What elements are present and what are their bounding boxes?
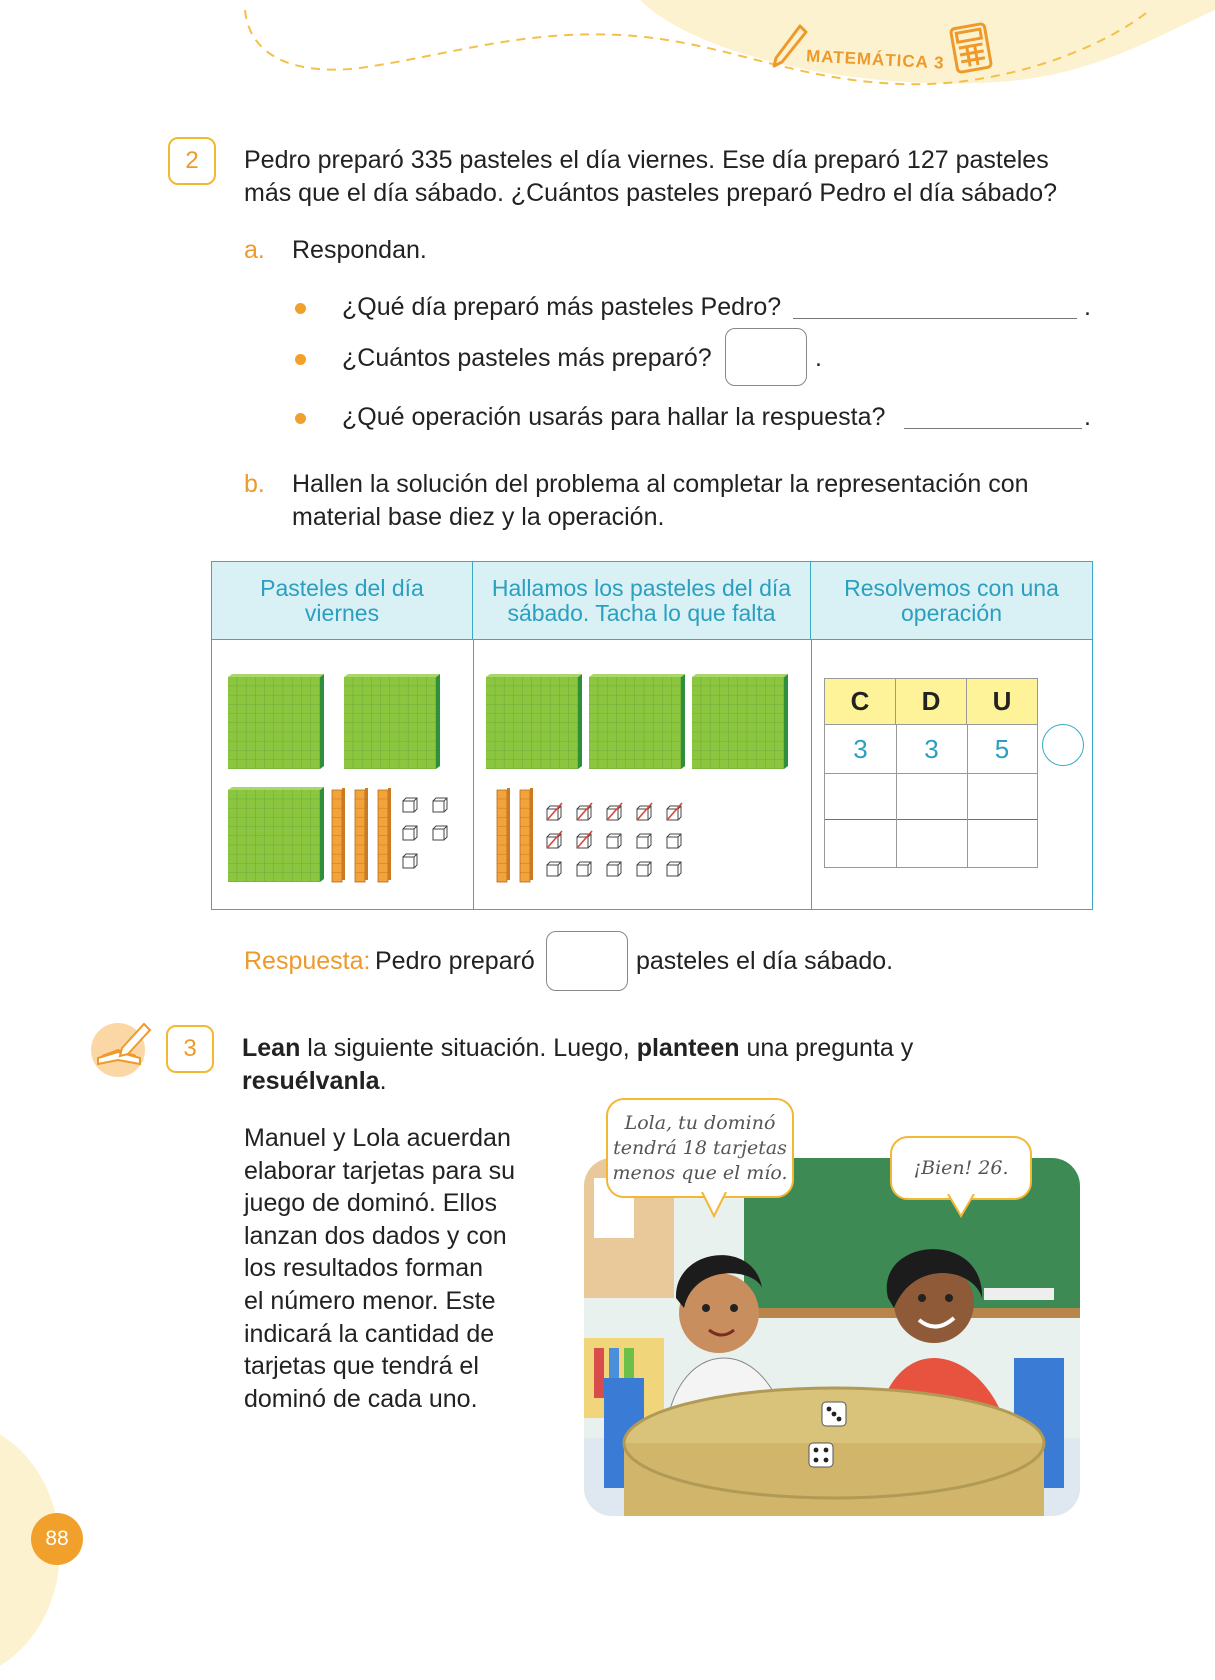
part-b-instruction-rest: la solución del problema al completar la representación con (362, 470, 1029, 498)
instruction-word-lean: Lean (242, 1034, 301, 1062)
cdu-result-line (825, 819, 1037, 820)
story-line-7: indicará la cantidad de (244, 1319, 495, 1348)
cdu-input-result[interactable] (825, 821, 1037, 867)
cdu-header-u: U (967, 679, 1037, 725)
cube-saturday-1[interactable] (607, 834, 621, 848)
part-a-period: . (419, 236, 427, 264)
crossed-cube-4 (637, 803, 652, 820)
rod-friday-3 (378, 788, 391, 882)
story-line-3: juego de dominó. Ellos (244, 1189, 497, 1218)
part-a-instruction-bold: Respondan (292, 236, 420, 264)
cube-friday-1 (403, 798, 417, 812)
cube-friday-4 (433, 826, 447, 840)
crossed-cube-1 (547, 803, 562, 820)
book-pencil-icon (88, 1018, 154, 1078)
speech-manuel-line-3: menos que el mío. (612, 1161, 788, 1184)
speech-bubble-lola: ¡Bien! 26. (890, 1136, 1032, 1200)
cdu-row2-line (825, 773, 1037, 774)
story-line-4: lanzan dos dados y con (244, 1221, 507, 1250)
story-line-2: elaborar tarjetas para su (244, 1156, 515, 1185)
answer-text-before: Pedro preparó (375, 947, 535, 975)
cdu-row1-u: 5 (994, 733, 1010, 764)
crossed-cube-3 (607, 803, 622, 820)
table-header-friday: Pasteles del día viernes (212, 562, 473, 640)
problem-3-instruction-line-1 (242, 1032, 913, 1064)
cube-saturday-3[interactable] (667, 834, 681, 848)
answer-text-after: pasteles el día sábado. (636, 947, 894, 975)
flat-saturday-1 (486, 674, 582, 769)
answer-box-difference-period: . (815, 344, 822, 372)
question-2: ¿Cuántos pasteles más preparó? (342, 344, 712, 372)
table-header-operation: Resolvemos con una operación (811, 562, 1092, 640)
instruction-period: . (379, 1067, 387, 1095)
rod-friday-1 (332, 788, 345, 882)
speech-tail-lola (946, 1194, 976, 1220)
operation-sign-circle[interactable] (1042, 724, 1084, 766)
rod-friday-2 (355, 788, 368, 882)
cdu-grid (824, 678, 1038, 868)
crossed-cube-5 (667, 803, 682, 820)
speech-bubble-manuel (606, 1098, 794, 1198)
story-line-8: tarjetas que tendrá el (244, 1352, 479, 1381)
problem-3-number: 3 (166, 1025, 214, 1073)
answer-line-1-period: . (1084, 293, 1091, 321)
cdu-header-c: C (825, 679, 896, 725)
part-a-letter: a. (244, 236, 265, 264)
classroom-illustration (584, 1158, 1080, 1516)
story-line-6: el número menor. Este (244, 1286, 496, 1315)
flat-friday-1 (228, 674, 324, 769)
crossed-cube-6 (547, 831, 562, 848)
cdu-input-row2[interactable] (825, 775, 1037, 817)
story-line-9: dominó de cada uno. (244, 1384, 478, 1413)
instruction-text-1: la siguiente situación. Luego, (300, 1034, 637, 1062)
flat-friday-2 (344, 674, 440, 769)
cdu-header-d: D (896, 679, 967, 725)
part-b-instruction-bold: Hallen (292, 470, 363, 498)
story-line-1: Manuel y Lola acuerdan (244, 1124, 511, 1152)
cdu-row1-d: 3 (924, 733, 939, 764)
rod-saturday-2 (520, 788, 533, 882)
question-3: ¿Qué operación usarás para hallar la respuesta? (342, 403, 886, 431)
crossed-cube-2 (577, 803, 592, 820)
cube-friday-5 (403, 854, 417, 868)
answer-label: Respuesta: (244, 947, 371, 975)
table-header-saturday: Hallamos los pasteles del día sábado. Tacha lo que falta (473, 562, 811, 640)
answer-line-3-period: . (1084, 403, 1091, 431)
flat-friday-3 (228, 787, 324, 882)
problem-3-instruction-line-2 (242, 1065, 387, 1097)
page-number: 88 (31, 1513, 83, 1565)
crossed-cube-7 (577, 831, 592, 848)
cube-saturday-5[interactable] (577, 862, 591, 876)
cube-friday-2 (433, 798, 447, 812)
part-b-letter: b. (244, 470, 265, 498)
instruction-word-resuelvanla: resuélvanla (242, 1067, 380, 1095)
cube-friday-3 (403, 826, 417, 840)
flat-saturday-3 (692, 674, 788, 769)
cdu-row1-c: 3 (853, 733, 868, 764)
cube-saturday-4[interactable] (547, 862, 561, 876)
cube-saturday-7[interactable] (637, 862, 651, 876)
story-text (244, 1122, 515, 1415)
answer-box-saturday[interactable] (546, 931, 628, 991)
instruction-word-planteen: planteen (636, 1034, 740, 1062)
problem-2-statement-line-1: Pedro preparó 335 pasteles el día viernes. Ese día preparó 127 pasteles (244, 146, 1049, 174)
question-1: ¿Qué día preparó más pasteles Pedro? (342, 293, 782, 321)
speech-manuel-line-2: tendrá 18 tarjetas (613, 1136, 787, 1159)
header-book-title: MATEMÁTICA 3 (805, 46, 945, 73)
part-b-instruction-line-2: material base diez y la operación. (292, 503, 665, 531)
cube-saturday-2[interactable] (637, 834, 651, 848)
speech-manuel-line-1: Lola, tu dominó (624, 1111, 776, 1134)
flat-saturday-2 (589, 674, 685, 769)
story-line-5: los resultados forman (244, 1254, 484, 1283)
cube-saturday-6[interactable] (607, 862, 621, 876)
instruction-text-2: una pregunta y (739, 1034, 914, 1062)
speech-tail-manuel (700, 1192, 730, 1220)
rod-saturday-1 (497, 788, 510, 882)
problem-2-number: 2 (168, 137, 216, 185)
problem-2-statement-line-2: más que el día sábado. ¿Cuántos pasteles preparó Pedro el día sábado? (244, 179, 1058, 207)
cube-saturday-8[interactable] (667, 862, 681, 876)
